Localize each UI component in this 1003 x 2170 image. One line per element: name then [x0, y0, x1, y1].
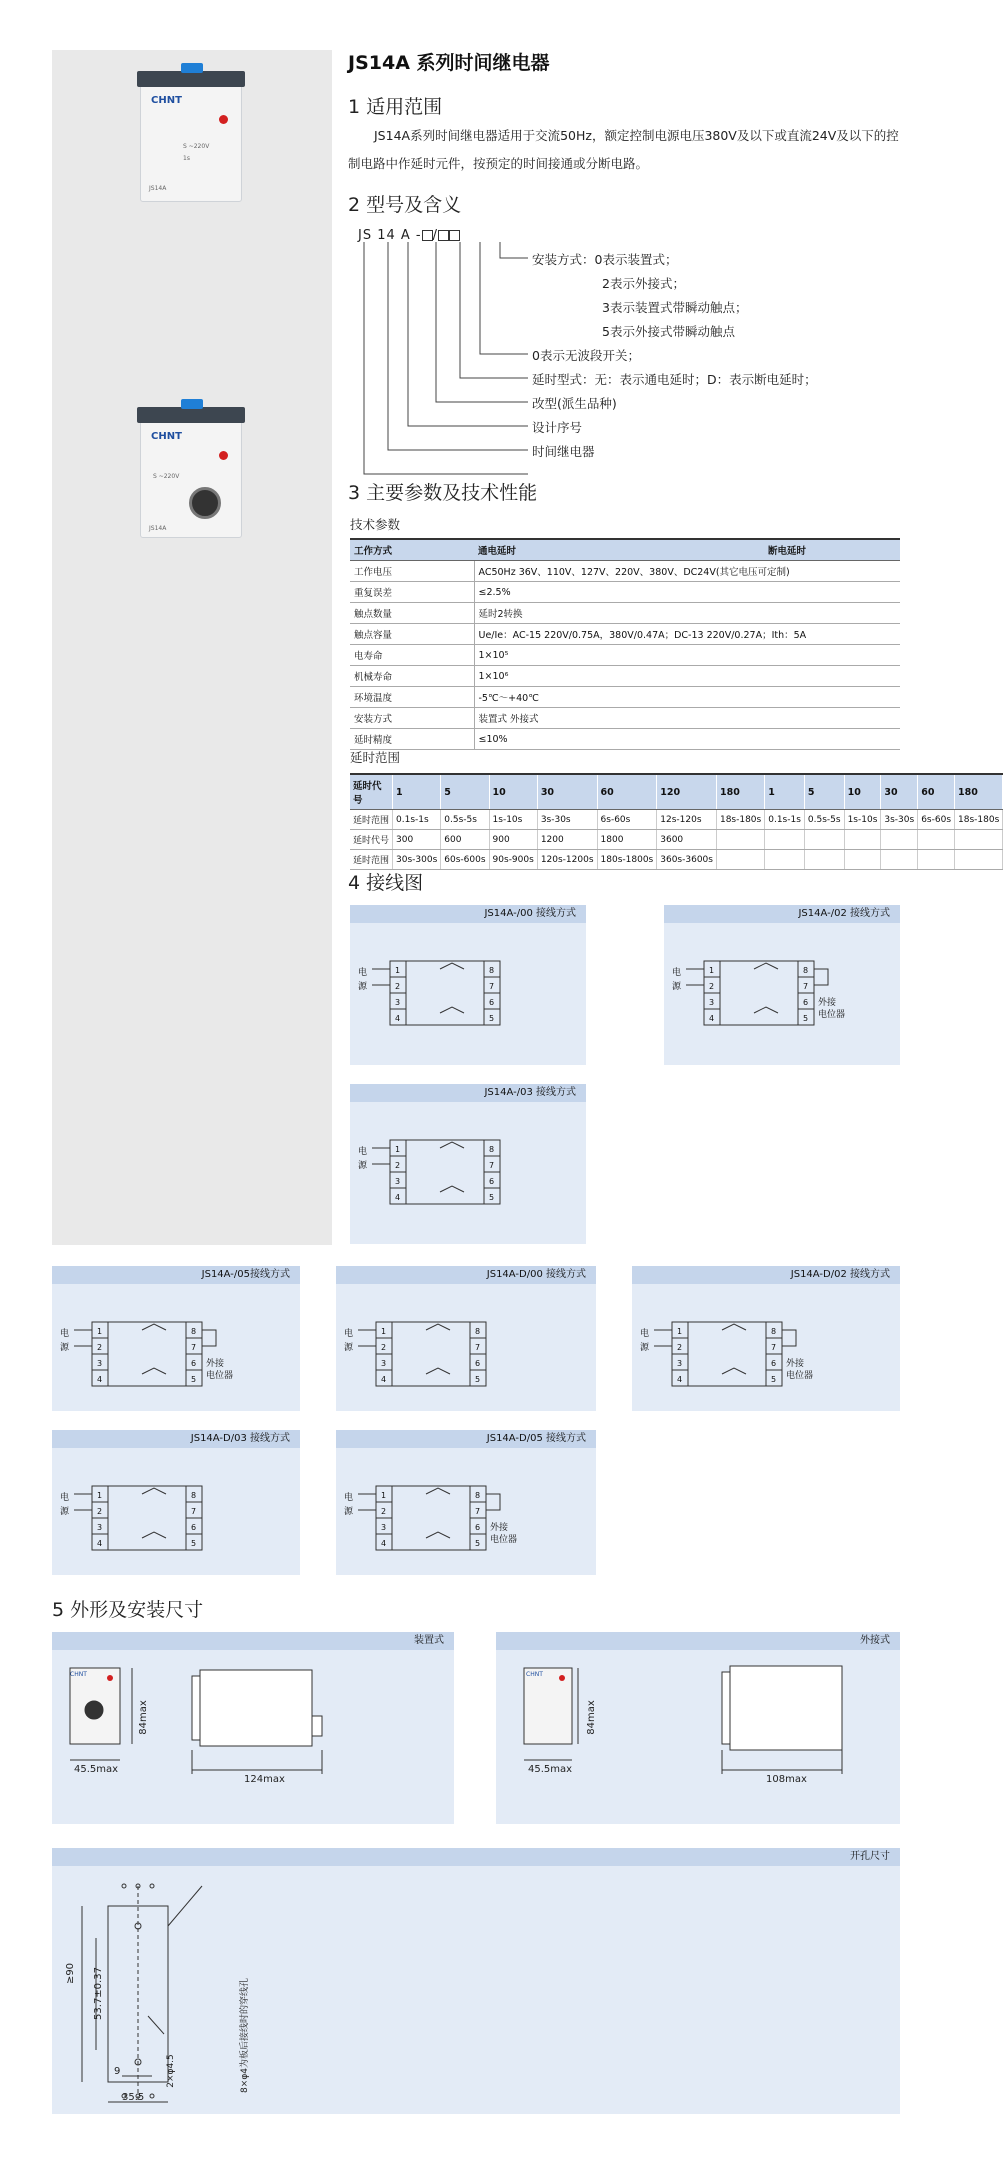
- wiring-label: 电: [672, 968, 682, 978]
- external-dimension-drawing: [496, 1650, 900, 1824]
- wiring-panel: JS14A-/02 接线方式 电 源 外接 电位器 1 8 2 7 3 6 4 5: [664, 905, 900, 1065]
- table-header: 30: [537, 774, 597, 810]
- svg-text:CHNT: CHNT: [526, 1671, 543, 1678]
- plugin-dimension-drawing: [52, 1650, 454, 1824]
- terminal-number: 4: [395, 1014, 401, 1023]
- terminal-number: 8: [489, 966, 495, 975]
- table-cell: [716, 830, 764, 850]
- wiring-label: 源: [344, 1343, 354, 1353]
- section-3-heading: 3 主要参数及技术性能: [348, 482, 538, 504]
- wiring-panel: JS14A-D/00 接线方式 电 源 1 8 2 7 3 6 4 5: [336, 1266, 596, 1411]
- table-row: [350, 850, 1003, 870]
- table-cell: 30s-300s: [393, 850, 441, 870]
- terminal-number: 1: [677, 1327, 683, 1336]
- table-header: 60: [918, 774, 955, 810]
- table-cell: [765, 830, 805, 850]
- dimension-panel-external: 外接式 CHNT 84max 45.5max 108max: [496, 1632, 900, 1824]
- table-header: 通电延时: [474, 539, 764, 561]
- terminal-number: 6: [489, 998, 495, 1007]
- wiring-label: 源: [60, 1343, 70, 1353]
- terminal-number: 6: [771, 1359, 777, 1368]
- table-cell: [804, 830, 844, 850]
- table-cell: [955, 830, 1003, 850]
- terminal-number: 1: [395, 966, 401, 975]
- table-cell: 6s-60s: [918, 810, 955, 830]
- wiring-label: 电: [60, 1493, 70, 1503]
- section-1-text: JS14A系列时间继电器适用于交流50Hz，额定控制电源电压380V及以下或直流24V及以下的控制电路中作延时元件，按预定的时间接通或分断电路。: [348, 128, 899, 171]
- table-header: 120: [657, 774, 717, 810]
- terminal-number: 4: [677, 1375, 683, 1384]
- wiring-label: 外接: [490, 1523, 509, 1533]
- wiring-label: 外接: [206, 1359, 225, 1369]
- table-header: 180: [716, 774, 764, 810]
- model-item: 0表示无波段开关；: [532, 348, 640, 363]
- wiring-schematic: [336, 1468, 596, 1595]
- table-row: 电寿命 1×10⁵: [350, 645, 900, 666]
- product-image-plug-in: CHNT S ~220V 1s JS14A: [140, 84, 242, 202]
- table-row: 重复误差 ≤2.5%: [350, 582, 900, 603]
- table-cell: [844, 850, 881, 870]
- terminal-number: 7: [191, 1343, 197, 1352]
- delay-range-title: 延时范围: [350, 750, 401, 765]
- terminal-number: 3: [709, 998, 715, 1007]
- table-cell: 90s-900s: [489, 850, 537, 870]
- terminal-number: 7: [489, 1161, 495, 1170]
- wiring-panel: JS14A-D/05 接线方式 电 源 外接 电位器 1 8 2 7 3 6 4 5: [336, 1430, 596, 1575]
- table-row: 触点数量 延时2转换: [350, 603, 900, 624]
- wiring-label: 外接: [786, 1359, 805, 1369]
- wiring-label: 电: [358, 968, 368, 978]
- table-header: 30: [881, 774, 918, 810]
- section-4-heading: 4 接线图: [348, 872, 424, 894]
- wiring-label: 电位器: [490, 1535, 518, 1545]
- table-cell: 360s-3600s: [657, 850, 717, 870]
- wiring-schematic: [52, 1468, 300, 1595]
- terminal-number: 2: [97, 1343, 103, 1352]
- terminal-number: 8: [475, 1327, 481, 1336]
- table-cell: 0.1s-1s: [393, 810, 441, 830]
- wiring-label: 源: [640, 1343, 650, 1353]
- terminal-number: 6: [489, 1177, 495, 1186]
- section-2-heading: 2 型号及含义: [348, 194, 462, 216]
- model-item: 时间继电器: [532, 444, 595, 459]
- wiring-panel: JS14A-/05接线方式 电 源 外接 电位器 1 8 2 7 3 6 4 5: [52, 1266, 300, 1411]
- table-cell: 延时范围: [350, 850, 393, 870]
- table-cell: 18s-180s: [955, 810, 1003, 830]
- table-cell: [918, 830, 955, 850]
- wiring-label: 源: [672, 982, 682, 992]
- table-cell: 3600: [657, 830, 717, 850]
- terminal-number: 2: [381, 1343, 387, 1352]
- product-image-dial: CHNT S ~220V JS14A: [140, 420, 242, 538]
- model-item: 改型(派生品种): [532, 396, 617, 411]
- table-header: 5: [804, 774, 844, 810]
- table-header: 180: [955, 774, 1003, 810]
- wiring-label: 源: [60, 1507, 70, 1517]
- wiring-panel: JS14A-/00 接线方式 电 源 1 8 2 7 3 6 4 5: [350, 905, 586, 1065]
- table-row: 工作电压 AC50Hz 36V、110V、127V、220V、380V、DC24V(其它电压可定制): [350, 561, 900, 582]
- terminal-number: 8: [489, 1145, 495, 1154]
- svg-text:CHNT: CHNT: [70, 1671, 87, 1678]
- wiring-panel: JS14A-/03 接线方式 电 源 1 8 2 7 3 6 4 5: [350, 1084, 586, 1244]
- terminal-number: 3: [97, 1359, 103, 1368]
- wiring-schematic: [350, 943, 586, 1085]
- table-cell: 延时范围: [350, 810, 393, 830]
- model-item: 2表示外接式；: [602, 276, 685, 291]
- terminal-number: 3: [395, 998, 401, 1007]
- terminal-number: 5: [475, 1375, 481, 1384]
- wiring-label: 源: [358, 982, 368, 992]
- terminal-number: 2: [395, 982, 401, 991]
- table-header: 10: [844, 774, 881, 810]
- table-cell: 3s-30s: [537, 810, 597, 830]
- table-cell: 1s-10s: [844, 810, 881, 830]
- table-cell: 180s-1800s: [597, 850, 657, 870]
- terminal-number: 5: [475, 1539, 481, 1548]
- terminal-number: 6: [191, 1523, 197, 1532]
- table-cell: [955, 850, 1003, 870]
- terminal-number: 6: [803, 998, 809, 1007]
- terminal-number: 4: [97, 1539, 103, 1548]
- wiring-schematic: [52, 1304, 300, 1431]
- table-row: [350, 830, 1003, 850]
- terminal-number: 3: [381, 1523, 387, 1532]
- model-item: 5表示外接式带瞬动触点: [602, 324, 735, 339]
- delay-range-table: [350, 773, 1003, 870]
- terminal-number: 8: [803, 966, 809, 975]
- terminal-number: 2: [677, 1343, 683, 1352]
- terminal-number: 1: [381, 1491, 387, 1500]
- table-header: 1: [393, 774, 441, 810]
- table-cell: [844, 830, 881, 850]
- table-row: 环境温度 -5℃～+40℃: [350, 687, 900, 708]
- terminal-number: 5: [489, 1014, 495, 1023]
- terminal-number: 7: [803, 982, 809, 991]
- table-cell: [881, 850, 918, 870]
- wiring-label: 电位器: [206, 1371, 234, 1381]
- table-cell: 300: [393, 830, 441, 850]
- wiring-schematic: [664, 943, 900, 1085]
- dimension-panel-cutout: 开孔尺寸 ≥90 53.7±0.37 9 35.5 2×φ4.5 8×φ4为板后接线时的穿线孔: [52, 1848, 900, 2114]
- table-cell: [716, 850, 764, 870]
- terminal-number: 8: [191, 1491, 197, 1500]
- terminal-number: 6: [191, 1359, 197, 1368]
- product-sidebar: [52, 50, 332, 1245]
- table-header: 1: [765, 774, 805, 810]
- terminal-number: 6: [475, 1359, 481, 1368]
- terminal-number: 3: [97, 1523, 103, 1532]
- wiring-panel: JS14A-D/02 接线方式 电 源 外接 电位器 1 8 2 7 3 6 4 5: [632, 1266, 900, 1411]
- table-cell: 1800: [597, 830, 657, 850]
- table-cell: 0.5s-5s: [441, 810, 489, 830]
- wiring-label: 电位器: [786, 1371, 814, 1381]
- terminal-number: 5: [191, 1539, 197, 1548]
- table-header: 工作方式: [350, 539, 474, 561]
- table-cell: 延时代号: [350, 830, 393, 850]
- terminal-number: 7: [489, 982, 495, 991]
- table-header: 延时代号: [350, 774, 393, 810]
- table-cell: 12s-120s: [657, 810, 717, 830]
- terminal-number: 3: [677, 1359, 683, 1368]
- wiring-label: 源: [344, 1507, 354, 1517]
- terminal-number: 6: [475, 1523, 481, 1532]
- table-cell: 1200: [537, 830, 597, 850]
- table-cell: 18s-180s: [716, 810, 764, 830]
- wiring-label: 源: [358, 1161, 368, 1171]
- terminal-number: 5: [191, 1375, 197, 1384]
- table-cell: 3s-30s: [881, 810, 918, 830]
- wiring-label: 电: [344, 1329, 354, 1339]
- wiring-schematic: [336, 1304, 596, 1431]
- terminal-number: 4: [381, 1375, 387, 1384]
- terminal-number: 8: [771, 1327, 777, 1336]
- model-code: JS 14 A - /: [358, 228, 460, 243]
- terminal-number: 4: [97, 1375, 103, 1384]
- wiring-label: 电: [640, 1329, 650, 1339]
- terminal-number: 1: [395, 1145, 401, 1154]
- table-cell: [765, 850, 805, 870]
- table-header: 60: [597, 774, 657, 810]
- wiring-label: 电位器: [818, 1010, 846, 1020]
- terminal-number: 1: [97, 1327, 103, 1336]
- wiring-label: 电: [60, 1329, 70, 1339]
- model-item: 3表示装置式带瞬动触点；: [602, 300, 748, 315]
- terminal-number: 4: [709, 1014, 715, 1023]
- terminal-number: 7: [475, 1507, 481, 1516]
- table-cell: 600: [441, 830, 489, 850]
- wiring-label: 外接: [818, 998, 837, 1008]
- table-cell: [804, 850, 844, 870]
- wiring-label: 电: [358, 1147, 368, 1157]
- terminal-number: 4: [381, 1539, 387, 1548]
- model-code-leader-lines: [350, 228, 530, 458]
- section-1-heading: 1 适用范围: [348, 96, 443, 118]
- table-cell: 60s-600s: [441, 850, 489, 870]
- table-row: 触点容量 Ue/Ie：AC-15 220V/0.75A，380V/0.47A；DC-13 220V/0.27A；Ith：5A: [350, 624, 900, 645]
- wiring-schematic: [350, 1122, 586, 1264]
- table-cell: 1s-10s: [489, 810, 537, 830]
- table-row: 机械寿命 1×10⁶: [350, 666, 900, 687]
- terminal-number: 3: [381, 1359, 387, 1368]
- terminal-number: 7: [475, 1343, 481, 1352]
- cutout-dimension-drawing: [52, 1866, 900, 2114]
- dimension-panel-plugin: 装置式 CHNT 84max 45.5max 124max: [52, 1632, 454, 1824]
- table-row: [350, 810, 1003, 830]
- terminal-number: 7: [771, 1343, 777, 1352]
- terminal-number: 3: [395, 1177, 401, 1186]
- terminal-number: 1: [381, 1327, 387, 1336]
- wiring-schematic: [632, 1304, 900, 1431]
- terminal-number: 1: [97, 1491, 103, 1500]
- terminal-number: 5: [771, 1375, 777, 1384]
- page-title: JS14A 系列时间继电器: [348, 52, 550, 74]
- model-item: 安装方式：0表示装置式；: [532, 252, 678, 267]
- section-5-heading: 5 外形及安装尺寸: [52, 1599, 204, 1621]
- terminal-number: 2: [97, 1507, 103, 1516]
- tech-params-title: 技术参数: [350, 517, 401, 532]
- table-cell: 0.1s-1s: [765, 810, 805, 830]
- wiring-label: 电: [344, 1493, 354, 1503]
- terminal-number: 5: [803, 1014, 809, 1023]
- wiring-panel: JS14A-D/03 接线方式 电 源 1 8 2 7 3 6 4 5: [52, 1430, 300, 1575]
- table-header: 10: [489, 774, 537, 810]
- terminal-number: 2: [709, 982, 715, 991]
- table-header: 断电延时: [764, 539, 900, 561]
- table-row: 安装方式 装置式 外接式: [350, 708, 900, 729]
- table-cell: 120s-1200s: [537, 850, 597, 870]
- model-item: 延时型式：无：表示通电延时；D：表示断电延时；: [532, 372, 817, 387]
- table-cell: 6s-60s: [597, 810, 657, 830]
- terminal-number: 2: [395, 1161, 401, 1170]
- terminal-number: 8: [191, 1327, 197, 1336]
- model-item: 设计序号: [532, 420, 583, 435]
- table-cell: 900: [489, 830, 537, 850]
- table-cell: [881, 830, 918, 850]
- terminal-number: 5: [489, 1193, 495, 1202]
- table-header: 5: [441, 774, 489, 810]
- terminal-number: 8: [475, 1491, 481, 1500]
- terminal-number: 4: [395, 1193, 401, 1202]
- table-cell: 0.5s-5s: [804, 810, 844, 830]
- terminal-number: 1: [709, 966, 715, 975]
- tech-params-table: [350, 538, 900, 750]
- table-row: 延时精度 ≤10%: [350, 729, 900, 750]
- terminal-number: 2: [381, 1507, 387, 1516]
- table-cell: [918, 850, 955, 870]
- terminal-number: 7: [191, 1507, 197, 1516]
